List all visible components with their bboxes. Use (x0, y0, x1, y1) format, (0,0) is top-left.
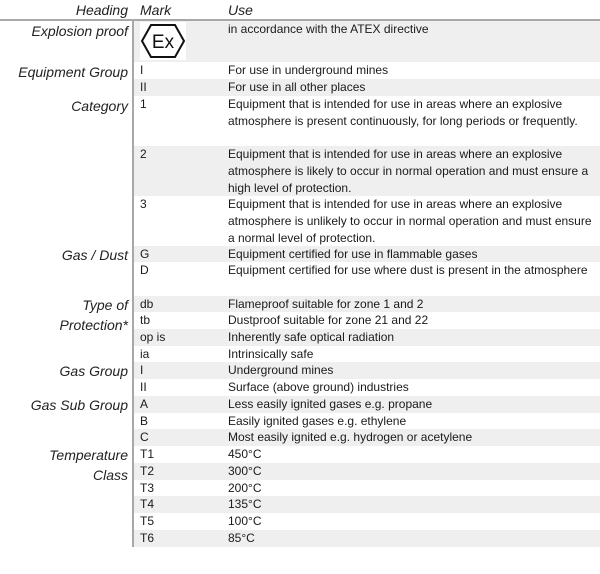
use-text: Surface (above ground) industries (228, 380, 409, 394)
use-text: 450°C (228, 447, 262, 461)
use-text: For use in all other places (228, 80, 366, 94)
mark-text: T4 (140, 497, 155, 511)
table-row (134, 379, 600, 396)
table-row (134, 429, 600, 446)
section-heading-category: Category (71, 98, 128, 114)
use-text: Equipment that is intended for use in areas where an explosive atmosphere is likely to occur in normal operation and must ensure a high level of protection. (228, 147, 589, 195)
mark-text: II (140, 80, 147, 94)
table-row (134, 463, 600, 480)
table-row (134, 296, 600, 312)
table-row (134, 96, 600, 146)
use-text: For use in underground mines (228, 63, 389, 77)
section-heading-explosion-proof: Explosion proof (31, 23, 128, 39)
use-text: Less easily ignited gases e.g. propane (228, 397, 433, 411)
table-row (134, 396, 600, 413)
section-heading-gas-dust: Gas / Dust (61, 247, 128, 263)
section-heading-equipment-group: Equipment Group (18, 64, 128, 80)
mark-text: 2 (140, 147, 147, 161)
table-row (134, 312, 600, 329)
svg-text:Ex: Ex (151, 32, 175, 53)
heading-line: Protection* (59, 317, 128, 333)
mark-text: G (140, 247, 150, 261)
mark-text: 3 (140, 197, 147, 211)
section-heading-type-of-protection (82, 295, 128, 315)
mark-text: 1 (140, 97, 147, 111)
table-row (134, 146, 600, 196)
heading-line: Type of (82, 297, 128, 313)
use-text: Flameproof suitable for zone 1 and 2 (228, 297, 424, 311)
mark-text: C (140, 430, 149, 444)
heading-line: Class (92, 467, 128, 483)
table-row (134, 513, 600, 530)
table-row (134, 496, 600, 513)
use-text: 85°C (228, 531, 255, 545)
column-header-use: Use (228, 2, 253, 18)
section-heading-temperature-class (49, 445, 128, 465)
mark-text: I (140, 63, 144, 77)
use-text: Intrinsically safe (228, 347, 314, 361)
table-row (134, 262, 600, 296)
use-text: Dustproof suitable for zone 21 and 22 (228, 313, 429, 327)
column-header-heading: Heading (75, 2, 128, 18)
table-row (134, 446, 600, 463)
column-header-mark: Mark (140, 2, 172, 18)
mark-text: I (140, 363, 144, 377)
use-text: Equipment that is intended for use in areas where an explosive atmosphere is present continuously, for long periods or frequently. (228, 97, 578, 128)
mark-text: db (140, 297, 154, 311)
use-text: 300°C (228, 464, 262, 478)
use-text: 135°C (228, 497, 262, 511)
use-text: 200°C (228, 481, 262, 495)
section-heading-type-of-protection-line2 (60, 315, 128, 335)
mark-text: A (140, 397, 149, 411)
heading-line: Temperature (49, 447, 128, 463)
use-text: in accordance with the ATEX directive (228, 22, 429, 36)
mark-text: T6 (140, 531, 155, 545)
mark-text: T2 (140, 464, 155, 478)
table-row (134, 196, 600, 246)
mark-text: B (140, 414, 149, 428)
mark-text: II (140, 380, 147, 394)
section-heading-temperature-class-line2 (93, 465, 128, 485)
mark-text: op is (140, 330, 166, 344)
mark-text: T1 (140, 447, 155, 461)
mark-text: D (140, 263, 149, 277)
use-text: Equipment certified for use in flammable gases (228, 247, 478, 261)
use-text: 100°C (228, 514, 262, 528)
table-row (134, 79, 600, 96)
table-row (134, 346, 600, 362)
table-row (134, 413, 600, 429)
table-row (134, 530, 600, 547)
table-row (134, 246, 600, 262)
table-row (134, 21, 600, 62)
mark-text: T5 (140, 514, 155, 528)
use-text: Easily ignited gases e.g. ethylene (228, 414, 407, 428)
mark-text: ia (140, 347, 150, 361)
ex-hexagon-icon (140, 22, 186, 60)
table-row (134, 329, 600, 346)
section-heading-gas-sub-group: Gas Sub Group (30, 397, 128, 413)
section-heading-gas-group: Gas Group (59, 363, 128, 379)
table-row (134, 362, 600, 379)
use-text: Most easily ignited e.g. hydrogen or acetylene (228, 430, 473, 444)
mark-text: T3 (140, 481, 155, 495)
use-text: Equipment that is intended for use in areas where an explosive atmosphere is unlikely to occur in normal operation and must ensure a normal level of protection. (228, 197, 592, 245)
mark-text: tb (140, 313, 151, 327)
table-row (134, 480, 600, 496)
use-text: Inherently safe optical radiation (228, 330, 395, 344)
use-text: Equipment certified for use where dust is present in the atmosphere (228, 263, 588, 277)
use-text: Underground mines (228, 363, 334, 377)
table-row (134, 62, 600, 79)
